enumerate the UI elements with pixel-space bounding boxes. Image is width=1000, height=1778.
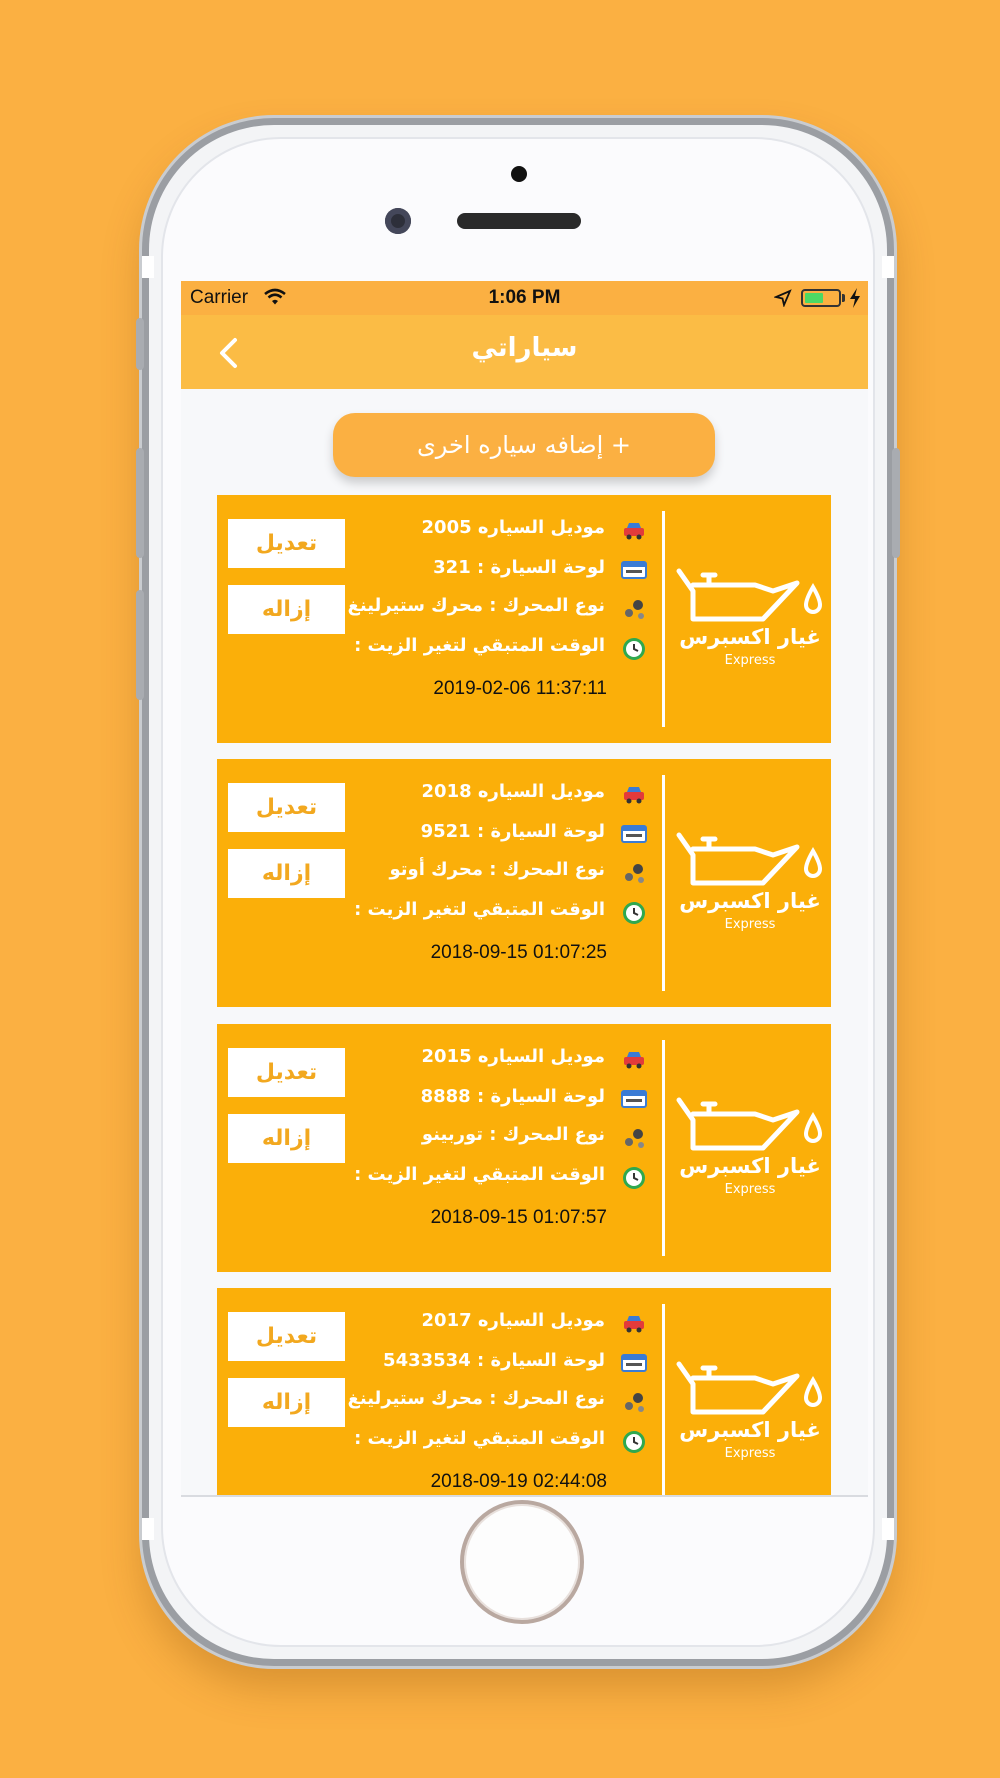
plate-icon	[621, 1350, 647, 1376]
plate-icon	[621, 557, 647, 583]
card-divider	[662, 511, 665, 727]
clock-time: 1:06 PM	[488, 287, 561, 308]
bolt-icon	[848, 287, 862, 309]
car-model: موديل السياره 2017	[421, 1310, 605, 1331]
remove-button[interactable]: إزاله	[228, 1378, 345, 1427]
antenna-band	[142, 1518, 154, 1540]
logo-arabic: غيار اكسبرس	[679, 1418, 821, 1442]
car-model: موديل السياره 2018	[421, 781, 605, 802]
car-icon	[621, 1310, 647, 1336]
remaining-time-value: 2018-09-15 01:07:25	[430, 942, 607, 963]
clock-icon	[621, 1164, 647, 1190]
remaining-time-label: الوقت المتبقي لتغير الزيت :	[354, 899, 605, 920]
plate-icon	[621, 821, 647, 847]
clock-icon	[621, 899, 647, 925]
car-icon	[621, 1046, 647, 1072]
volume-down-button	[136, 590, 144, 700]
add-car-button[interactable]: إضافه سياره اخرى +	[333, 413, 715, 477]
antenna-band	[142, 256, 154, 278]
engine-icon	[621, 595, 647, 621]
page-title: سياراتي	[471, 333, 578, 363]
status-bar	[181, 281, 868, 315]
car-plate: لوحة السيارة : 9521	[420, 821, 605, 842]
engine-icon	[621, 1388, 647, 1414]
logo-english: Express	[724, 1446, 776, 1461]
car-card	[217, 1288, 831, 1497]
proximity-sensor	[511, 166, 527, 182]
car-model: موديل السياره 2005	[421, 517, 605, 538]
car-plate: لوحة السيارة : 8888	[420, 1086, 605, 1107]
logo-english: Express	[724, 917, 776, 932]
logo-arabic: غيار اكسبرس	[679, 889, 821, 913]
card-divider	[662, 1304, 665, 1497]
antenna-band	[882, 1518, 894, 1540]
remove-button[interactable]: إزاله	[228, 585, 345, 634]
remaining-time-value: 2018-09-19 02:44:08	[430, 1471, 607, 1492]
car-engine: نوع المحرك : محرك أوتو	[389, 859, 605, 880]
clock-icon	[621, 635, 647, 661]
remaining-time-value: 2018-09-15 01:07:57	[430, 1207, 607, 1228]
card-divider	[662, 775, 665, 991]
car-engine: نوع المحرك : محرك ستيرلينغ	[347, 595, 605, 616]
car-engine: نوع المحرك : توربينو	[421, 1124, 605, 1145]
car-plate: لوحة السيارة : 321	[433, 557, 605, 578]
remaining-time-label: الوقت المتبقي لتغير الزيت :	[354, 1428, 605, 1449]
battery-level	[805, 293, 823, 303]
antenna-band	[882, 256, 894, 278]
remove-button[interactable]: إزاله	[228, 1114, 345, 1163]
car-plate: لوحة السيارة : 5433534	[383, 1350, 605, 1371]
volume-up-button	[136, 448, 144, 558]
remaining-time-label: الوقت المتبقي لتغير الزيت :	[354, 635, 605, 656]
location-icon	[774, 289, 792, 307]
car-icon	[621, 781, 647, 807]
remaining-time-value: 2019-02-06 11:37:11	[433, 678, 607, 699]
card-divider	[662, 1040, 665, 1256]
logo-arabic: غيار اكسبرس	[679, 625, 821, 649]
screen-bottom-edge	[181, 1495, 868, 1497]
car-card	[217, 1024, 831, 1272]
logo-arabic: غيار اكسبرس	[679, 1154, 821, 1178]
car-card	[217, 495, 831, 743]
plate-icon	[621, 1086, 647, 1112]
nav-bar	[181, 315, 868, 389]
home-button[interactable]	[460, 1500, 584, 1624]
logo-english: Express	[724, 1182, 776, 1197]
engine-icon	[621, 1124, 647, 1150]
battery-icon	[801, 289, 841, 307]
front-camera	[385, 208, 411, 234]
car-card	[217, 759, 831, 1007]
power-button	[892, 448, 900, 558]
engine-icon	[621, 859, 647, 885]
battery-tip	[842, 294, 845, 302]
remove-button[interactable]: إزاله	[228, 849, 345, 898]
car-model: موديل السياره 2015	[421, 1046, 605, 1067]
edit-button[interactable]: تعديل	[228, 1312, 345, 1361]
carrier-label: Carrier	[190, 287, 249, 308]
earpiece-speaker	[457, 213, 581, 229]
logo-english: Express	[724, 653, 776, 668]
car-icon	[621, 517, 647, 543]
edit-button[interactable]: تعديل	[228, 519, 345, 568]
app-screen	[181, 281, 868, 1497]
clock-icon	[621, 1428, 647, 1454]
edit-button[interactable]: تعديل	[228, 1048, 345, 1097]
edit-button[interactable]: تعديل	[228, 783, 345, 832]
car-engine: نوع المحرك : محرك ستيرلينغ	[347, 1388, 605, 1409]
mute-switch	[136, 318, 144, 370]
remaining-time-label: الوقت المتبقي لتغير الزيت :	[354, 1164, 605, 1185]
